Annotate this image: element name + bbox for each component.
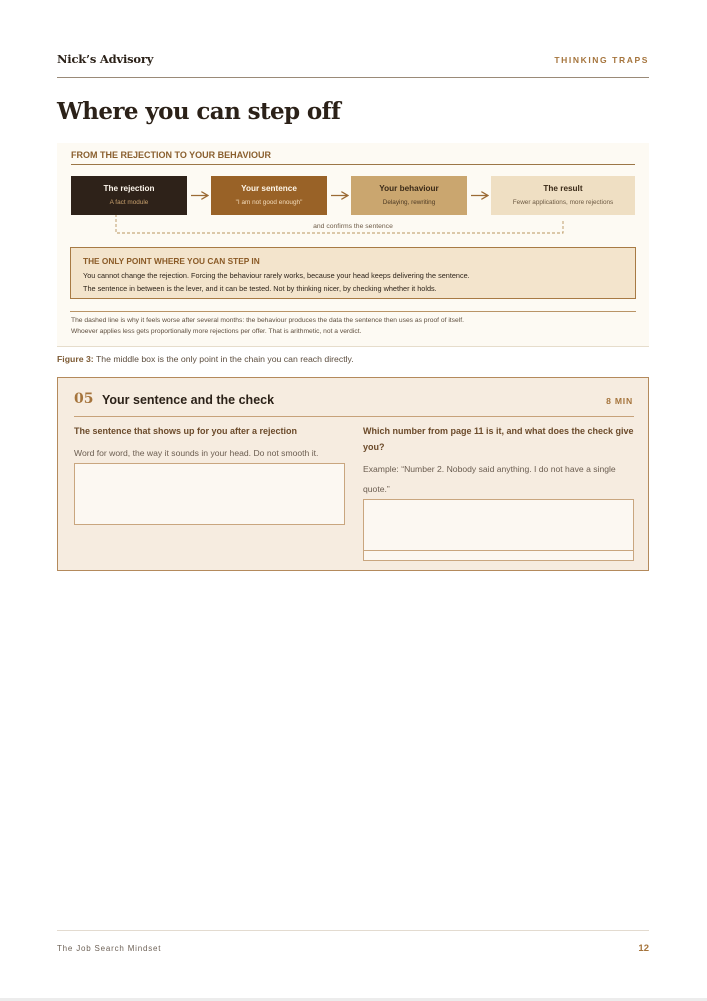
step-title: The result [543, 184, 583, 193]
step-subtitle: Delaying, rewriting [382, 199, 436, 206]
step-behaviour-box [351, 176, 467, 215]
figure-note: The dashed line is why it feels worse after several months: the behaviour produces the data the sentence then uses as proof of itself. [71, 317, 464, 324]
figure-note: Whoever applies less gets proportionally more rejections per offer. That is arithmetic, not a verdict. [71, 328, 362, 335]
step-rejection-box [71, 176, 187, 215]
feedback-loop-label: and confirms the sentence [303, 223, 403, 230]
step-title: Your behaviour [379, 184, 439, 193]
caption-label: Figure 3: [57, 354, 94, 364]
figure-caption [57, 354, 354, 364]
check-answer-field[interactable] [363, 499, 634, 551]
step-sentence-box [211, 176, 327, 215]
check-answer-extra-line [363, 551, 634, 561]
step-in-callout [70, 247, 636, 299]
figure-heading: FROM THE REJECTION TO YOUR BEHAVIOUR [71, 150, 635, 165]
check-question: Which number from page 11 is it, and what does the check give you? [363, 426, 634, 452]
exercise-duration: 8 MIN [606, 396, 633, 406]
step-title: Your sentence [241, 184, 297, 193]
step-subtitle: A fact module [109, 199, 149, 206]
exercise-title: Your sentence and the check [102, 393, 275, 407]
brand-name: Nick’s Advisory [57, 52, 154, 66]
exercise-left-column [74, 423, 345, 525]
sentence-hint: Word for word, the way it sounds in your head. Do not smooth it. [74, 448, 319, 458]
caption-text: The middle box is the only point in the chain you can reach directly. [93, 354, 354, 364]
footer-title: The Job Search Mindset [57, 944, 162, 953]
check-hint: Example: “Number 2. Nobody said anything. I do not have a single quote.” [363, 464, 616, 494]
sentence-answer-field[interactable] [74, 463, 345, 525]
page-header [57, 52, 649, 78]
page-number: 12 [638, 943, 649, 954]
page-title: Where you can step off [57, 98, 341, 125]
step-result-box [491, 176, 635, 215]
section-tag: THINKING TRAPS [554, 55, 649, 65]
exercise-right-column [363, 423, 634, 561]
sentence-question: The sentence that shows up for you after a rejection [74, 426, 298, 436]
figure-divider [70, 311, 636, 312]
exercise-divider [74, 416, 634, 417]
step-title: The rejection [103, 184, 155, 193]
callout-title: THE ONLY POINT WHERE YOU CAN STEP IN [83, 256, 260, 266]
figure-panel [57, 143, 649, 347]
callout-text: The sentence in between is the lever, and it can be tested. Not by thinking nicer, by checking whether it holds. [83, 284, 437, 293]
step-subtitle: "I am not good enough" [235, 199, 303, 206]
step-subtitle: Fewer applications, more rejections [512, 199, 614, 206]
callout-text: You cannot change the rejection. Forcing the behaviour rarely works, because your head keeps delivering the sentence. [83, 271, 470, 280]
footer-divider [57, 930, 649, 931]
exercise-number: 05 [74, 391, 94, 407]
exercise-card [57, 377, 649, 571]
